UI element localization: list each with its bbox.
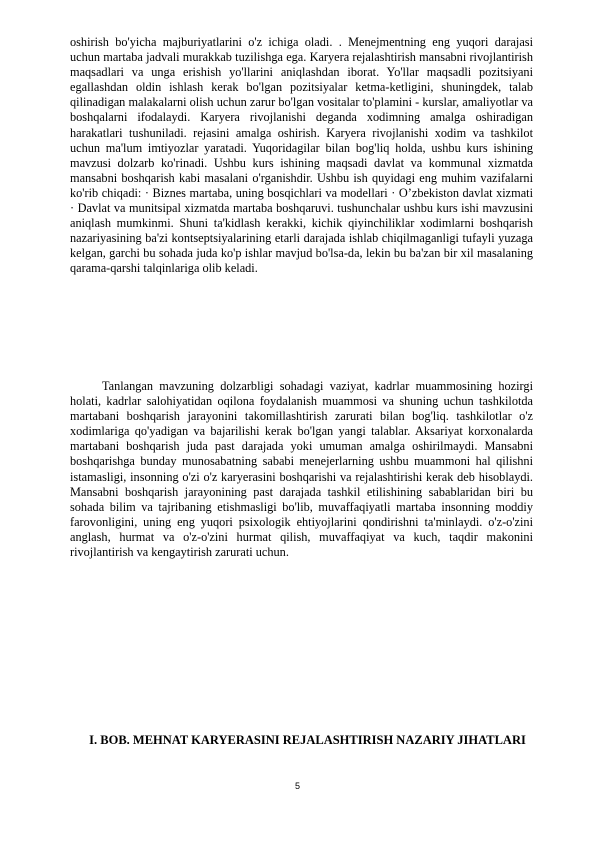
chapter-heading: I. BOB. MEHNAT KARYERASINI REJALASHTIRISH NAZARIY JIHATLARI bbox=[89, 733, 526, 747]
page-number: 5 bbox=[294, 781, 300, 791]
body-paragraph: Tanlangan mavzuning dolzarbligi sohadagi vaziyat, kadrlar muammosining hozirgi holati, kadrlar salohiyatidan oqilona foydalanish muammosi va shuning uchun tashkilotda martabani boshqarish jarayonini takomillashtirish zarurati bilan bog'liq. tashkilotlar o'z xodimlariga qo'yadigan va bajarilishi kerak bo'lgan yangi talablar. Aksariyat korxonalarda martabani boshqarish juda past darajada yoki umuman amalga oshirilmaydi. Mansabni boshqarishga bunday munosabatning sababi menejerlarning ushbu muammoni hal qilishni istamasligi, insonning o'zi o'z karyerasini boshqarishi va rejalashtirishi kerak deb hisoblaydi. Mansabni boshqarish jarayonining past darajada tashkil etilishining sabablaridan biri bu sohada bilim va tajribaning etishmasligi bo'lib, muvaffaqiyatli martaba insonning moddiy farovonligini, uning eng yuqori psixologik ehtiyojlarini qondirishni ta'minlaydi. o'z-o'zini anglash, hurmat va o'z-o'zini hurmat qilish, muvaffaqiyat va kuch, taqdir makonini rivojlantirish va kengaytirish zarurati uchun. bbox=[70, 379, 533, 560]
body-paragraph: oshirish bo'yicha majburiyatlarini o'z ichiga oladi. . Menejmentning eng yuqori darajasi uchun martaba jadvali murakkab tuzilishga ega. Karyera rejalashtirish mansabni rivojlantirish maqsadlari va unga erishish yo'llarini aniqlashdan iborat. Yo'llar maqsadli pozitsiyani egallashdan oldin ishlash kerak bo'lgan pozitsiyalar ketma-ketligini, shuningdek, talab qilinadigan malakalarni olish uchun zarur bo'lgan vositalar to'plamini - kurslar, amaliyotlar va boshqalarni ifodalaydi. Karyera rivojlanishi deganda xodimning amalga oshiradigan harakatlari tushuniladi. rejasini amalga oshirish. Karyera rivojlanishi xodim va tashkilot uchun ma'lum imtiyozlar yaratadi. Yuqoridagilar bilan bog'liq holda, ushbu kurs ishining mavzusi dolzarb ko'rinadi. Ushbu kurs ishining maqsadi davlat va kommunal xizmatda mansabni boshqarish kabi masalani o'rganishdir. Ushbu ish quyidagi eng muhim vazifalarni ko'rib chiqadi: · Biznes martaba, uning bosqichlari va modellari · O’zbekiston davlat xizmati · Davlat va munitsipal xizmatda martaba boshqaruvi. tushunchalar ushbu kurs ishi mavzusini aniqlash mumkinmi. Shuni ta'kidlash kerakki, kichik qiyinchiliklar xodimlarni boshqarish nazariyasining ba'zi kontseptsiyalarining etarli darajada ishlab chiqilmaganligi tufayli yuzaga kelgan, garchi bu sohada juda ko'p ishlar mavjud bo'lsa-da, lekin bu ba'zan bir xil masalaning qarama-qarshi talqinlariga olib keladi. bbox=[70, 35, 533, 276]
